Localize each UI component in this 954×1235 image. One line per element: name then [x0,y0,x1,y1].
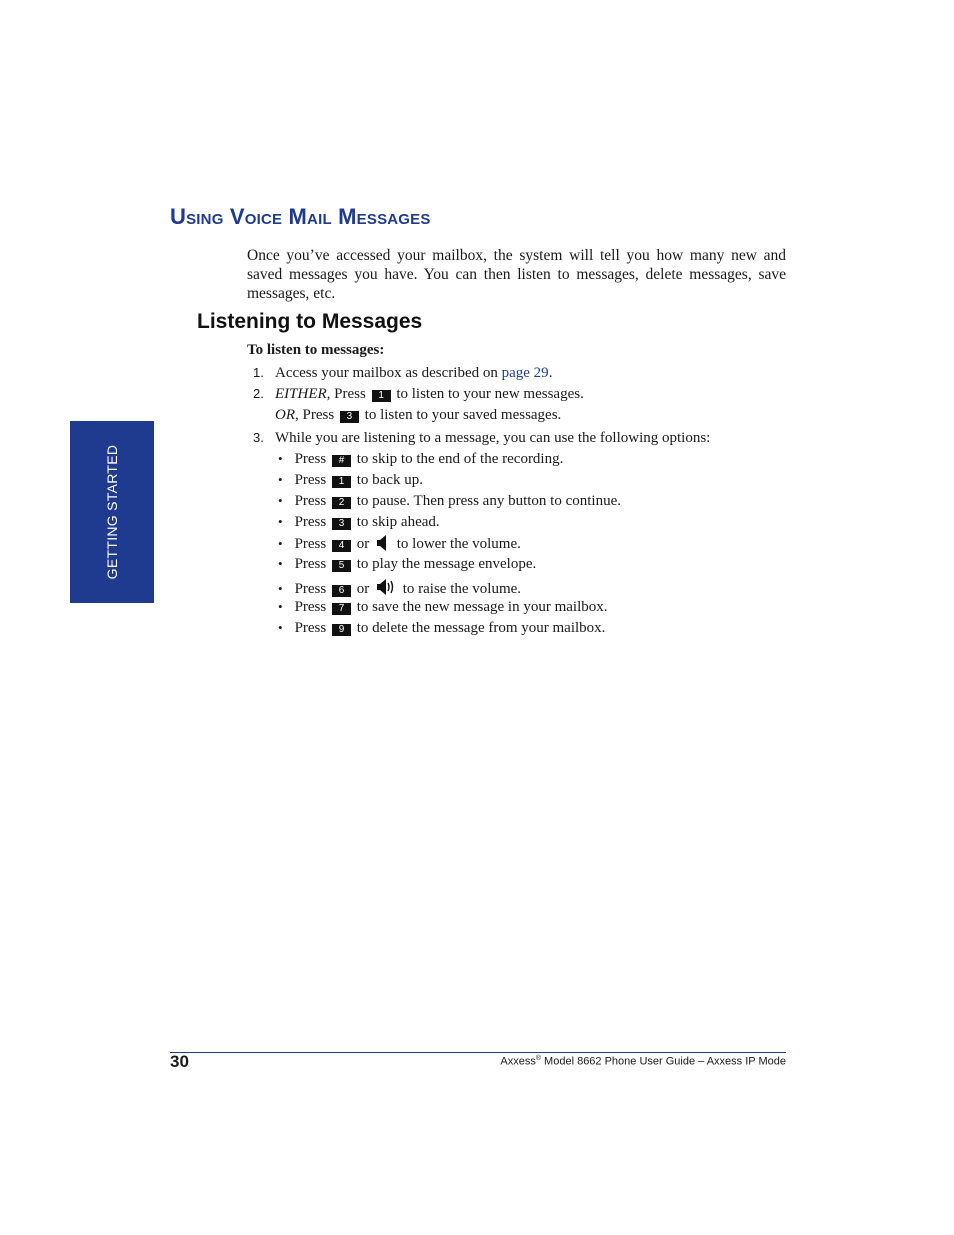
key-6-icon: 6 [332,585,351,597]
side-tab [70,421,154,603]
option-text: to skip to the end of the recording. [352,451,564,467]
bullet: • [278,599,283,614]
footer-guide-title: Model 8662 Phone User Guide – Axxess IP Mode [541,1055,786,1068]
list-item [278,598,608,616]
bullet: • [278,514,283,529]
step-3 [253,429,710,447]
bullet: • [278,581,283,596]
footer-title [500,1055,786,1068]
key-7-icon: 7 [332,603,351,615]
step-number: 3. [253,430,264,445]
press-label: Press [294,620,327,636]
press-label: Press [294,581,327,597]
step-2 [253,385,584,403]
press-label: Press [294,556,327,572]
key-9-icon: 9 [332,624,351,636]
list-item [278,534,521,557]
press-label: Press [294,536,327,552]
press-label: Press [294,514,327,530]
step-text: to listen to your saved messages. [360,407,562,423]
intro-paragraph: Once you’ve accessed your mailbox, the system will tell you how many new and saved messages you have. You can then listen to messages, delete messages, save messages, etc. [247,247,786,302]
step-tail: . [548,365,553,381]
step-2-or [275,406,561,424]
step-number: 1. [253,365,264,380]
key-1-icon: 1 [332,476,351,488]
list-item [278,619,605,637]
step-text: to listen to your new messages. [392,386,584,402]
or-text: or [352,536,373,552]
sub-heading: Listening to Messages [197,310,423,333]
page-number: 30 [170,1052,189,1071]
key-2-icon: 2 [332,497,351,509]
press-label: Press [294,472,327,488]
key-hash-icon: # [332,455,351,467]
bullet: • [278,620,283,635]
option-text: to play the message envelope. [352,556,537,572]
section-title: Using Voice Mail Messages [170,204,431,229]
press-label: Press [294,493,327,509]
bullet: • [278,493,283,508]
press-label: Press [294,599,327,615]
option-text: to back up. [352,472,423,488]
key-4-icon: 4 [332,540,351,552]
option-text: to raise the volume. [398,581,522,597]
list-item [278,513,440,531]
step-text: Access your mailbox as described on [275,365,502,381]
key-5-icon: 5 [332,560,351,572]
option-text: to save the new message in your mailbox. [352,599,608,615]
option-text: to lower the volume. [392,536,521,552]
footer-brand: Axxess [500,1055,536,1068]
key-1-icon: 1 [372,390,391,402]
step-text: While you are listening to a message, you can use the following options: [275,430,711,446]
option-text: to skip ahead. [352,514,440,530]
registered-mark: ® [535,1055,541,1062]
side-tab-label: GETTING STARTED [104,444,120,580]
or-text: or [352,581,373,597]
volume-down-icon [376,534,390,557]
procedure-label: To listen to messages: [247,342,385,358]
bullet: • [278,556,283,571]
list-item [278,492,621,510]
key-3-icon: 3 [340,411,359,423]
key-3-icon: 3 [332,518,351,530]
option-text: to pause. Then press any button to continue. [352,493,621,509]
list-item [278,450,563,468]
list-item [278,555,536,573]
step-1 [253,364,552,382]
list-item [278,471,423,489]
step-number: 2. [253,386,264,401]
footer-divider [170,1052,786,1053]
or-label: OR, [275,407,299,423]
option-text: to delete the message from your mailbox. [352,620,606,636]
bullet: • [278,536,283,551]
bullet: • [278,451,283,466]
press-label: Press [298,407,338,423]
press-label: Press [330,386,370,402]
either-label: EITHER, [275,386,331,402]
press-label: Press [294,451,327,467]
page-link[interactable]: page 29 [501,365,549,381]
bullet: • [278,472,283,487]
